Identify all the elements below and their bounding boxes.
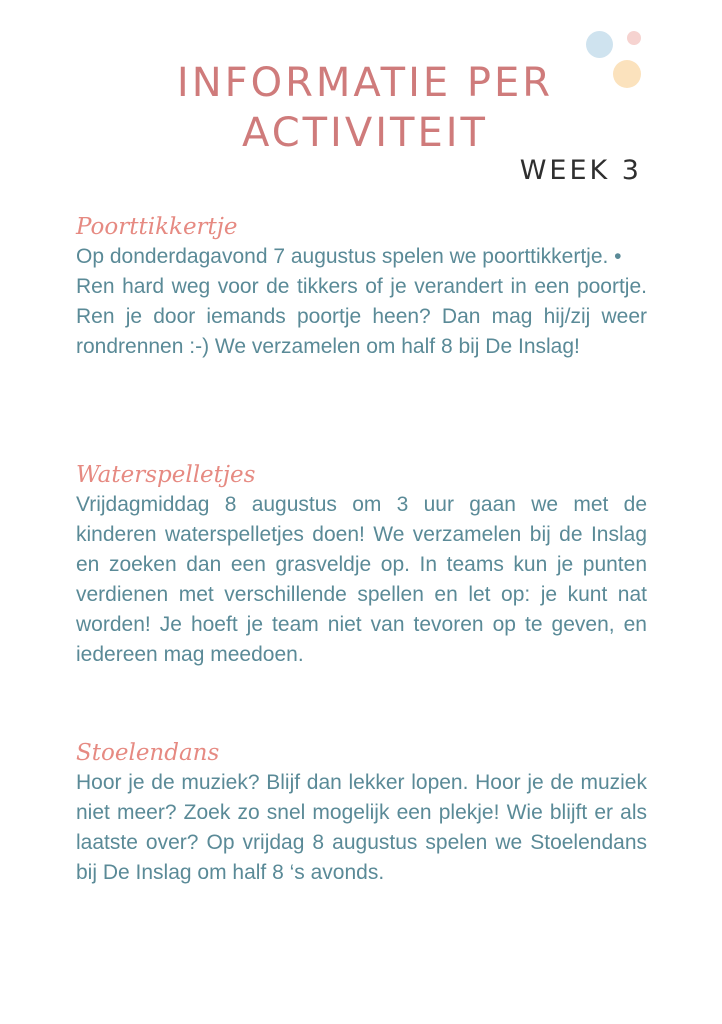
page-title: INFORMATIE PER ACTIVITEIT xyxy=(176,60,554,156)
activity-description: Ren hard weg voor de tikkers of je verandert in een poortje. Ren je door iemands poortje heen? Dan mag hij/zij weer rondrennen :-) We verzamelen om half 8 bij De Inslag! xyxy=(76,275,647,358)
activity-waterspelletjes xyxy=(76,460,647,670)
activity-stoelendans xyxy=(76,738,647,888)
activity-heading: Poorttikkertje xyxy=(76,214,238,240)
week-label: WEEK 3 xyxy=(519,155,642,186)
activity-heading: Stoelendans xyxy=(76,740,220,766)
decorative-dot-blue xyxy=(586,31,613,58)
activity-description: Hoor je de muziek? Blijf dan lekker lopen. Hoor je de muziek niet meer? Zoek zo snel mogelijk een plekje! Wie blijft er als laatste over? Op vrijdag 8 augustus spelen we Stoelendans bij De Inslag om half 8 ‘s avonds. xyxy=(76,771,647,884)
activity-heading: Waterspelletjes xyxy=(76,462,256,488)
activity-poorttikkertje xyxy=(76,212,647,362)
activity-intro: Op donderdagavond 7 augustus spelen we poorttikkertje. • xyxy=(76,245,622,268)
activity-description: Vrijdagmiddag 8 augustus om 3 uur gaan we met de kinderen waterspelletjes doen! We verzamelen bij de Inslag en zoeken dan een grasveldje op. In teams kun je punten verdienen met verschillende spellen en let op: je kunt nat worden! Je hoeft je team niet van tevoren op te geven, en iedereen mag meedoen. xyxy=(76,493,647,666)
decorative-dot-pink xyxy=(627,31,641,45)
